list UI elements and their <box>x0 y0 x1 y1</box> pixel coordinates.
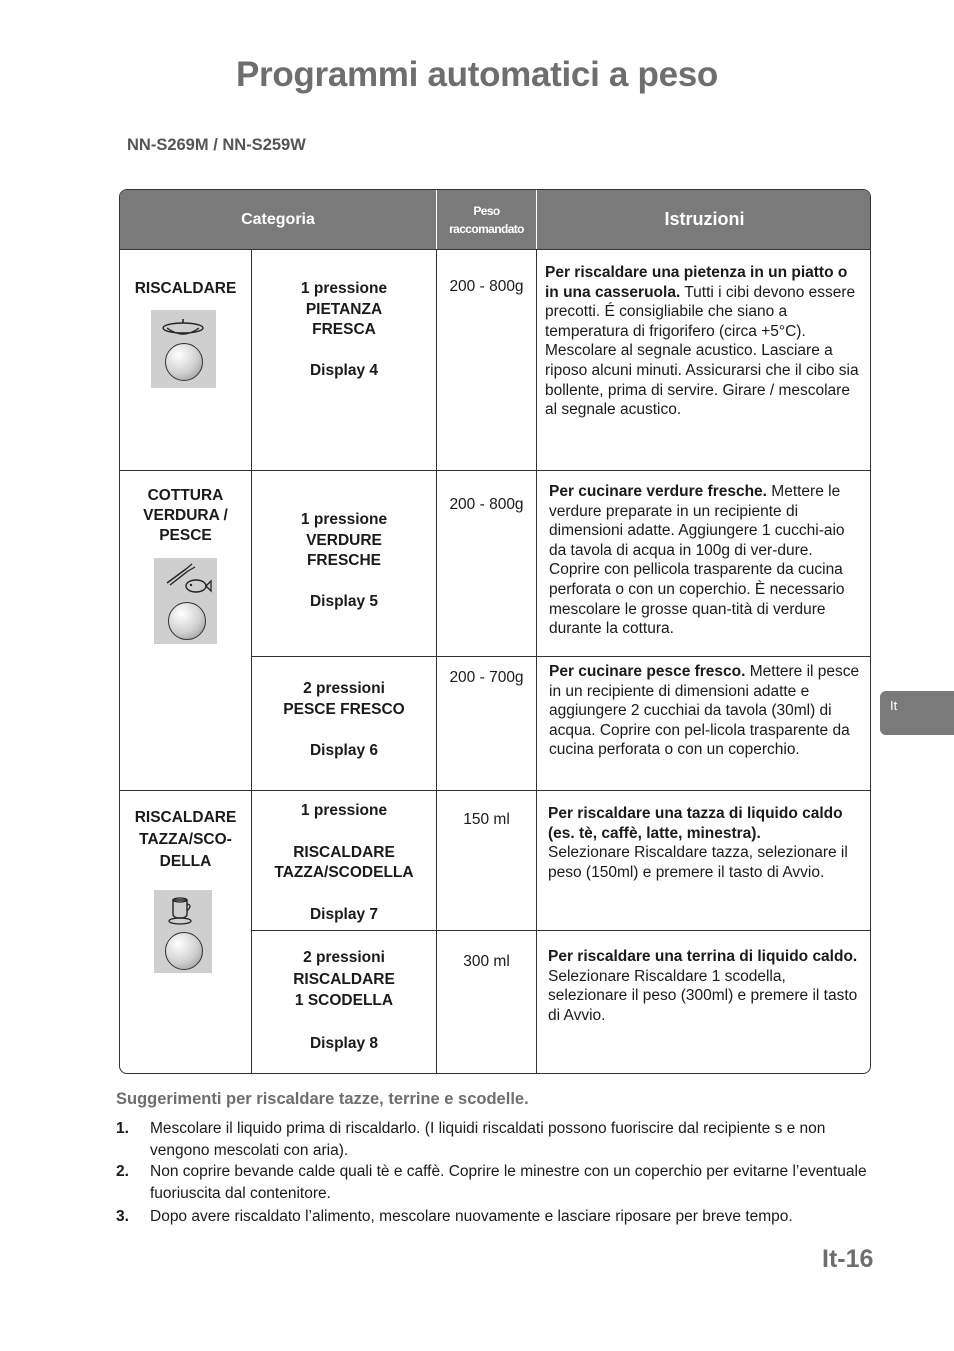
list-text: Non coprire bevande calde quali tè e caffè. Coprire le minestre con un coperchio per evitarne l’eventuale fuoriuscita dal contenitore. <box>150 1163 867 1202</box>
program-table <box>119 189 871 1074</box>
instruction-text: Selezionare Riscaldare 1 scodella, selezionare il peso (300ml) e premere il tasto di Avvio. <box>548 967 858 1024</box>
header-divider <box>120 249 871 250</box>
row-line-4 <box>251 930 871 931</box>
list-item <box>116 1118 876 1162</box>
category-cell <box>120 486 251 546</box>
list-number: 3. <box>116 1208 129 1225</box>
weight-cell: 300 ml <box>463 953 510 970</box>
program-line <box>252 1012 436 1034</box>
program-line <box>252 572 436 593</box>
weight-cell: 150 ml <box>463 811 510 828</box>
list-number: 1. <box>116 1120 129 1137</box>
row-line-3 <box>120 790 871 791</box>
program-line <box>252 884 436 905</box>
vegetable-fish-icon <box>162 561 212 597</box>
row-line-1 <box>120 470 871 471</box>
vegetable-fish-icon-box <box>154 558 217 644</box>
program-cell <box>252 679 436 761</box>
program-line <box>252 341 436 362</box>
page-number: It-16 <box>822 1245 874 1273</box>
instruction-text: Tutti i cibi devono essere precotti. É consigliabile che siano a temperatura di frigorifero (circa +5°C). Mescolare al segnale acustico. Lasciare a riposo alcuni minuti. Assicurarsi che il cibo sia bollente, prima di servire. Girare / mescolare al segnale acustico. <box>545 283 859 419</box>
instruction-bold: Per cucinare pesce fresco. <box>549 663 746 680</box>
col-line-3 <box>536 249 537 1074</box>
category-line: DELLA <box>159 853 212 870</box>
category-cell <box>120 279 251 300</box>
header-category: Categoria <box>120 190 436 249</box>
list-item <box>116 1161 876 1205</box>
language-tab <box>880 691 954 735</box>
program-line: VERDURE <box>306 531 382 549</box>
program-cell <box>252 279 436 382</box>
knob-icon <box>165 932 203 970</box>
weight-cell: 200 - 800g <box>449 496 524 513</box>
header-sep-2 <box>536 190 537 249</box>
col-line-2 <box>436 249 437 1074</box>
program-line: 1 SCODELLA <box>294 992 394 1009</box>
instruction-bold: Per cucinare verdure fresche. <box>549 483 767 500</box>
program-line: PESCE FRESCO <box>283 700 405 718</box>
list-text: Mescolare il liquido prima di riscaldarlo. (I liquidi riscaldati possono fuoriscire dal recipiente s e non vengono mescolati con aria). <box>150 1120 826 1159</box>
row-line-2 <box>251 656 871 657</box>
program-line <box>252 822 436 843</box>
instruction-text: Selezionare Riscaldare tazza, selezionare il peso (150ml) e premere il tasto di Avvio. <box>548 844 848 881</box>
header-weight-line2: raccomandato <box>449 221 524 236</box>
category-line: RISCALDARE <box>134 809 237 826</box>
cup-icon <box>168 896 200 926</box>
program-line: Display 4 <box>309 362 379 379</box>
instruction-cell <box>545 263 865 420</box>
header-instructions: Istruzioni <box>537 190 871 249</box>
instruction-bold: Per riscaldare una tazza di liquido caldo (es. tè, caffè, latte, minestra). <box>548 805 843 842</box>
program-line: 2 pressioni <box>303 949 385 966</box>
program-cell <box>252 947 436 1055</box>
dish-icon <box>161 316 206 338</box>
category-line: TAZZA/SCO- <box>139 831 232 848</box>
language-tab-label: It <box>890 698 898 713</box>
program-line: 1 pressione <box>300 280 388 297</box>
program-line: Display 7 <box>309 905 379 923</box>
list-number: 2. <box>116 1163 129 1180</box>
program-line: 1 pressione <box>300 802 388 819</box>
program-cell <box>252 510 436 613</box>
weight-cell: 200 - 700g <box>449 669 524 686</box>
program-line: FRESCA <box>312 321 376 338</box>
program-line: TAZZA/SCODELLA <box>274 864 414 882</box>
category-line: COTTURA <box>147 487 224 504</box>
model-number: NN-S269M / NN-S259W <box>127 136 306 154</box>
instruction-bold: Per riscaldare una terrina di liquido caldo. <box>548 948 858 965</box>
header-weight-line1: Peso <box>473 203 500 218</box>
instruction-cell <box>549 662 865 760</box>
cup-icon-box <box>154 890 212 973</box>
program-line: Display 5 <box>309 593 379 610</box>
program-line: 2 pressioni <box>303 680 385 697</box>
category-line: PESCE <box>159 527 212 544</box>
program-line: RISCALDARE <box>293 970 395 988</box>
header-weight <box>437 190 536 249</box>
category-line: VERDURA / <box>143 507 228 524</box>
instruction-bold: Per riscaldare una pietenza in un piatto o in una casseruola. <box>545 264 848 301</box>
program-line: Display 6 <box>309 741 379 759</box>
program-line: 1 pressione <box>300 511 388 528</box>
program-line <box>252 720 436 741</box>
list-item <box>116 1206 876 1228</box>
program-line: RISCALDARE <box>293 843 395 861</box>
program-line: PIETANZA <box>305 300 383 318</box>
instruction-text: Mettere il pesce in un recipiente di dimensioni adatte e aggiungere 2 cucchiai da tavola (30ml) di acqua. Coprire con pel-licola trasparente da cucina perforata o con un coperchio. <box>549 663 860 759</box>
page-title: Programmi automatici a peso <box>235 55 719 94</box>
instruction-cell <box>548 804 854 882</box>
program-cell <box>252 801 436 926</box>
category-line: RISCALDARE <box>134 280 237 297</box>
program-line: FRESCHE <box>306 552 382 569</box>
instruction-text: Mettere le verdure preparate in un recipiente di dimensioni adatte. Aggiungere 1 cucchi-aio da tavola di acqua in 100g di ver-dure. Coprire con pellicola trasparente da cucina perforata o con un coperchio. È necessario mescolare le grosse quan-tità di verdure durante la cottura. <box>549 483 845 638</box>
list-text: Dopo avere riscaldato l’alimento, mescolare nuovamente e lasciare riposare per breve tempo. <box>150 1208 793 1225</box>
dish-icon-box <box>151 310 216 388</box>
instruction-cell <box>549 482 865 639</box>
instruction-cell <box>548 947 864 1025</box>
suggestions-title: Suggerimenti per riscaldare tazze, terrine e scodelle. <box>116 1090 529 1108</box>
knob-icon <box>168 602 206 640</box>
program-line: Display 8 <box>309 1035 379 1052</box>
weight-cell: 200 - 800g <box>449 278 524 295</box>
header-sep-1 <box>436 190 437 249</box>
knob-icon <box>165 343 203 381</box>
category-cell <box>120 807 251 873</box>
